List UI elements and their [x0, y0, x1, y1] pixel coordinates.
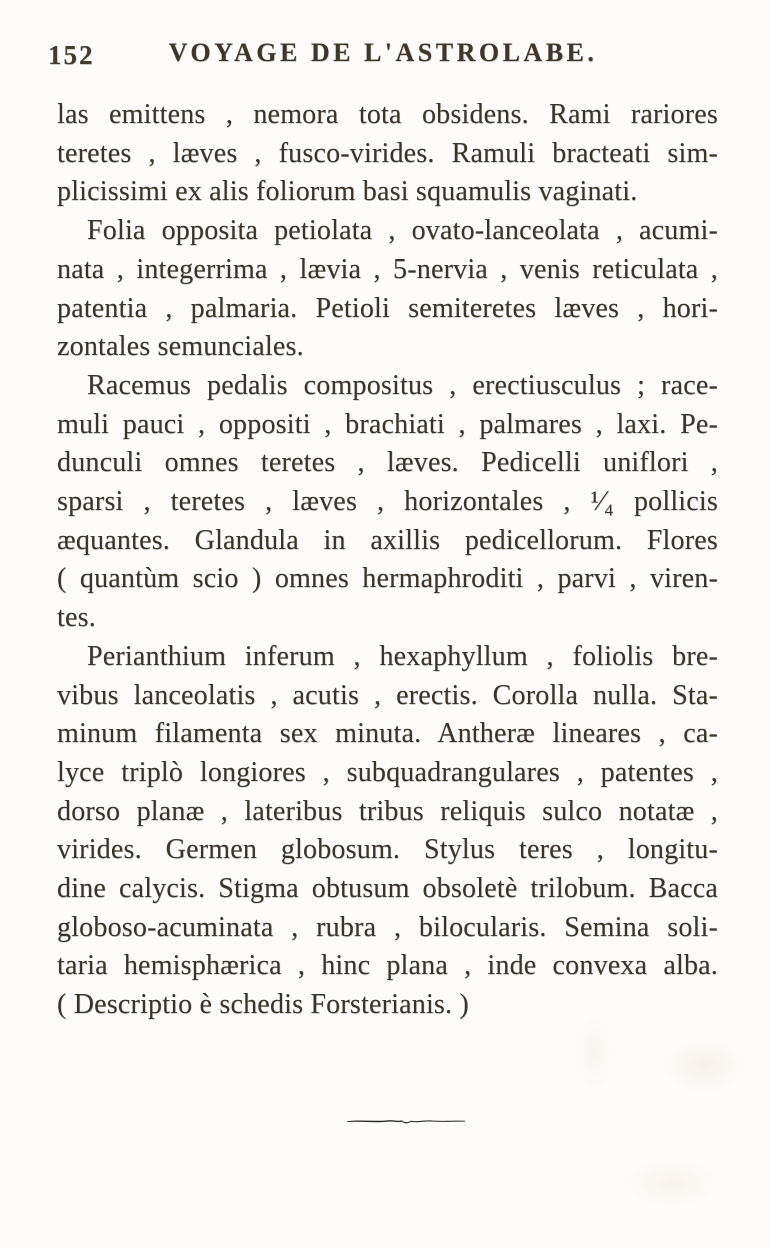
text-line: Perianthium inferum , hexaphyllum , foliolis bre- [87, 640, 718, 672]
text-line: Racemus pedalis compositus , erectiusculus ; race- [87, 369, 718, 401]
text-line: vibus lanceolatis , acutis , erectis. Corolla nulla. Sta- [57, 679, 718, 711]
text-line: virides. Germen globosum. Stylus teres , longitu- [57, 834, 718, 866]
text-line: zontales semunciales. [57, 331, 304, 363]
paragraph [57, 96, 718, 212]
text-line: patentia , palmaria. Petioli semiteretes læves , hori- [57, 292, 718, 324]
text-line: sparsi , teretes , læves , horizontales , ¹⁄₄ pollicis [57, 486, 718, 518]
text-line: las emittens , nemora tota obsidens. Rami rariores [57, 99, 718, 130]
text-line: ( Descriptio è schedis Forsterianis. ) [57, 989, 469, 1021]
paragraph [57, 367, 718, 638]
running-title: VOYAGE DE L'ASTROLABE. [168, 38, 598, 67]
text-line: dunculi omnes teretes , læves. Pedicelli uniflori , [57, 447, 718, 479]
flourish-rule-icon [347, 1115, 465, 1127]
text-line: plicissimi ex alis foliorum basi squamulis vaginati. [57, 176, 638, 208]
text-line: dine calycis. Stigma obtusum obsoletè trilobum. Bacca [57, 873, 718, 905]
text-line: minum filamenta sex minuta. Antheræ lineares , ca- [57, 718, 718, 750]
page-number: 152 [48, 40, 95, 70]
text-line: tes. [57, 602, 96, 634]
paragraph [57, 212, 718, 367]
section-divider-flourish [347, 1114, 465, 1126]
text-line: nata , integerrima , lævia , 5-nervia , venis reticulata , [57, 253, 718, 285]
paragraph [57, 638, 718, 1025]
text-line: lyce triplò longiores , subquadrangulares , patentes , [57, 756, 718, 788]
page-body-text [57, 96, 718, 1025]
text-line: taria hemisphærica , hinc plana , inde convexa alba. [57, 950, 718, 982]
text-line: Folia opposita petiolata , ovato-lanceolata , acumi- [87, 215, 718, 247]
text-line: dorso planæ , lateribus tribus reliquis sulco notatæ , [57, 795, 718, 827]
page-header [48, 38, 718, 72]
text-line: ( quantùm scio ) omnes hermaphroditi , parvi , viren- [57, 563, 718, 595]
text-line: æquantes. Glandula in axillis pedicellorum. Flores [57, 524, 718, 556]
text-line: teretes , læves , fusco-virides. Ramuli bracteati sim- [57, 137, 718, 169]
text-line: globoso-acuminata , rubra , bilocularis. Semina soli- [57, 911, 718, 943]
text-line: muli pauci , oppositi , brachiati , palmares , laxi. Pe- [57, 408, 718, 440]
